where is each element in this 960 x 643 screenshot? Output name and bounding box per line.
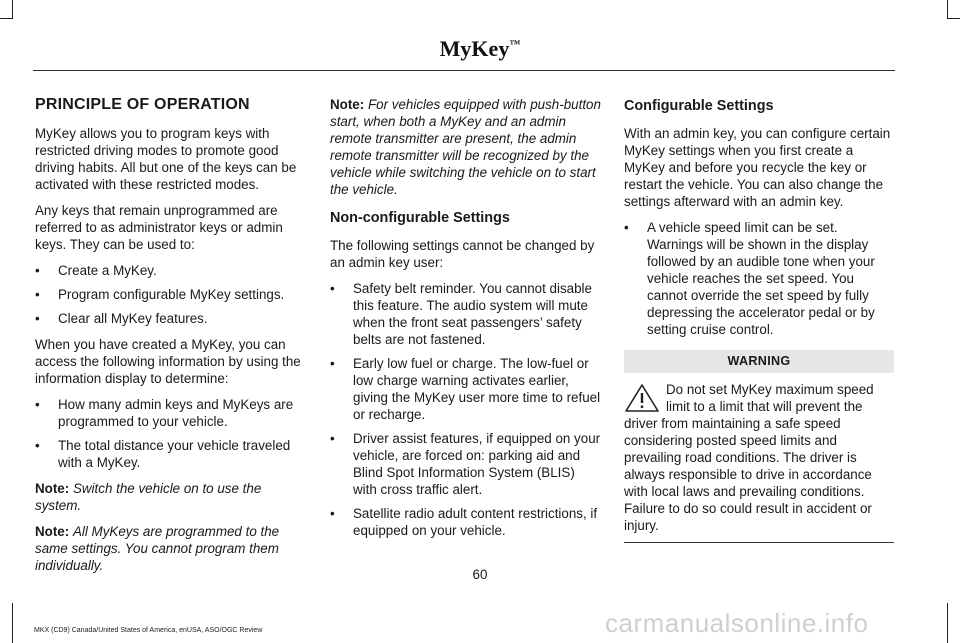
- note-text: For vehicles equipped with push-button start, when both a MyKey and an admin remote transmitter are present, the admin remote transmitter will be recognized by the vehicle while switching the vehicle on to start the vehicle.: [330, 97, 601, 197]
- note: [35, 480, 307, 514]
- list-item: [35, 286, 307, 303]
- bullet: •: [330, 281, 335, 296]
- warning-text: Do not set MyKey maximum speed limit to a limit that will prevent the driver from maintaining a safe speed considering posted speed limits and prevailing road conditions. The driver is always responsible to drive in accordance with local laws and prevailing conditions. Failure to do so could result in accident or injury.: [624, 382, 874, 533]
- list-item-text: Program configurable MyKey settings.: [58, 287, 285, 302]
- header-rule: [33, 70, 895, 71]
- warning-box: [624, 381, 894, 534]
- bullet: •: [330, 431, 335, 446]
- paragraph: With an admin key, you can configure certain MyKey settings when you first create a MyKey and before you recycle the key or restart the vehicle. You can also change the settings afterward with an admin key.: [624, 126, 891, 209]
- page-header: [0, 36, 960, 62]
- bullet-list: [624, 219, 894, 338]
- crop-mark: [0, 18, 13, 19]
- header-title: MyKey: [439, 36, 510, 61]
- bullet-list: [35, 262, 307, 327]
- bullet: •: [35, 311, 40, 326]
- bullet: •: [35, 397, 40, 412]
- crop-mark: [947, 0, 948, 18]
- list-item: [330, 430, 602, 498]
- paragraph: The following settings cannot be changed by an admin key user:: [330, 238, 595, 270]
- list-item-text: Safety belt reminder. You cannot disable this feature. The audio system will mute when the front seat passengers’ safety belts are not fastened.: [353, 281, 592, 347]
- note: [330, 96, 602, 198]
- footer-text: MKX (CD9) Canada/United States of America, enUSA, ASO/OGC Review: [34, 627, 263, 634]
- crop-mark: [947, 18, 960, 19]
- section-heading: PRINCIPLE OF OPERATION: [35, 96, 250, 113]
- note-label: Note:: [35, 524, 70, 539]
- warning-rule: [624, 542, 894, 543]
- list-item: [330, 280, 602, 348]
- trademark-symbol: ™: [509, 38, 521, 51]
- list-item-text: Create a MyKey.: [58, 263, 157, 278]
- crop-mark: [12, 0, 13, 18]
- subsection-heading: Configurable Settings: [624, 98, 774, 114]
- subsection-heading: Non-configurable Settings: [330, 210, 510, 226]
- paragraph: When you have created a MyKey, you can access the following information by using the information display to determine:: [35, 337, 301, 386]
- bullet: •: [624, 220, 629, 235]
- list-item: [35, 310, 307, 327]
- list-item-text: The total distance your vehicle traveled with a MyKey.: [58, 438, 291, 470]
- note-label: Note:: [35, 481, 70, 496]
- crop-mark: [12, 603, 13, 643]
- column-1: [35, 96, 307, 583]
- list-item-text: Satellite radio adult content restrictions, if equipped on your vehicle.: [353, 506, 598, 538]
- note-label: Note:: [330, 97, 365, 112]
- bullet-list: [35, 396, 307, 471]
- column-2: [330, 96, 602, 548]
- list-item-text: A vehicle speed limit can be set. Warnings will be shown in the display followed by an audible tone when your vehicle reaches the set speed. You cannot override the set speed by fully depressing the accelerator pedal or by setting cruise control.: [647, 220, 875, 337]
- warning-title: WARNING: [624, 350, 894, 373]
- page-number: 60: [472, 567, 488, 582]
- column-3: [624, 96, 894, 543]
- bullet-list: [330, 280, 602, 539]
- list-item-text: Clear all MyKey features.: [58, 311, 208, 326]
- list-item: [35, 437, 307, 471]
- warning-triangle-icon: [624, 383, 660, 413]
- paragraph: MyKey allows you to program keys with restricted driving modes to promote good driving habits. All but one of the keys can be activated with these restricted modes.: [35, 126, 297, 192]
- list-item-text: How many admin keys and MyKeys are programmed to your vehicle.: [58, 397, 294, 429]
- bullet: •: [35, 287, 40, 302]
- note-text: All MyKeys are programmed to the same settings. You cannot program them individually.: [35, 524, 280, 573]
- bullet: •: [330, 506, 335, 521]
- watermark: carmanualsonline.info: [605, 608, 869, 638]
- list-item: [624, 219, 894, 338]
- crop-mark: [947, 603, 948, 643]
- list-item: [330, 505, 602, 539]
- bullet: •: [35, 438, 40, 453]
- bullet: •: [35, 263, 40, 278]
- list-item-text: Early low fuel or charge. The low-fuel or low charge warning activates earlier, giving the MyKey user more time to refuel or recharge.: [353, 356, 601, 422]
- note-text: Switch the vehicle on to use the system.: [35, 481, 262, 513]
- paragraph: Any keys that remain unprogrammed are referred to as administrator keys or admin keys. They can be used to:: [35, 203, 283, 252]
- bullet: •: [330, 356, 335, 371]
- list-item: [35, 396, 307, 430]
- list-item-text: Driver assist features, if equipped on your vehicle, are forced on: parking aid and Blind Spot Information System (BLIS) with cross traffic alert.: [353, 431, 601, 497]
- list-item: [35, 262, 307, 279]
- list-item: [330, 355, 602, 423]
